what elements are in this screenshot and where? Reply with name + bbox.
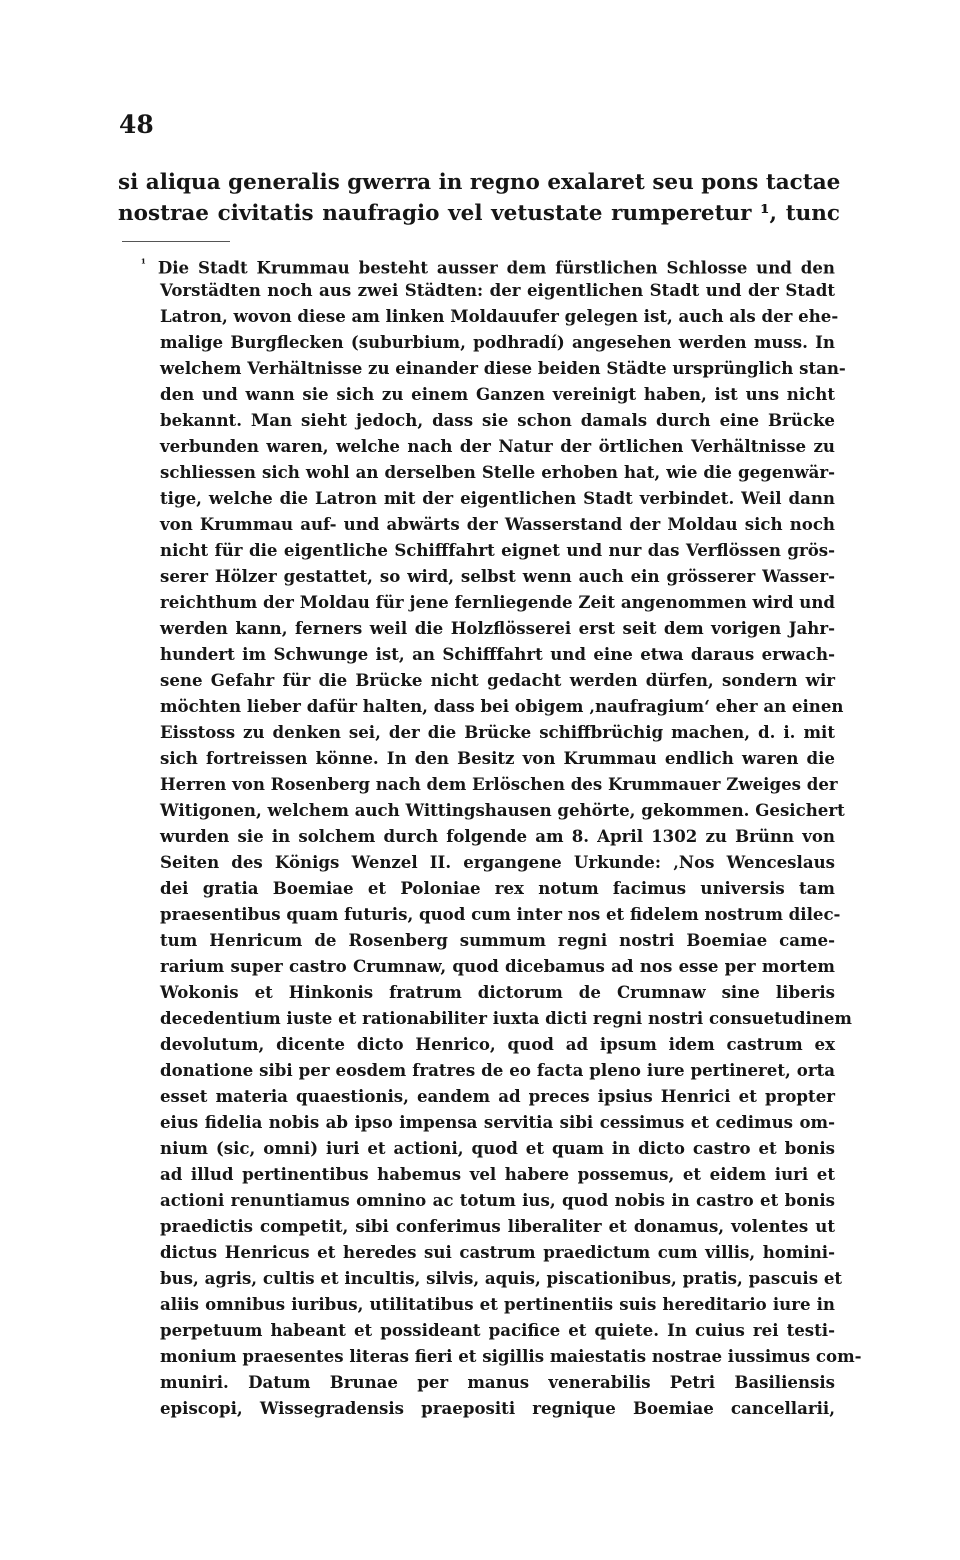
footnote-line: actioni renuntiamus omnino ac totum ius, quod nobis in castro et bonis: [160, 1190, 835, 1210]
footnote-line: bekannt. Man sieht jedoch, dass sie schon damals durch eine Brücke: [160, 410, 835, 430]
footnote-line: donatione sibi per eosdem fratres de eo facta pleno iure pertineret, orta: [160, 1060, 835, 1080]
footnote-line: den und wann sie sich zu einem Ganzen vereinigt haben, ist uns nicht: [160, 384, 835, 404]
footnote-line: Latron, wovon diese am linken Moldauufer gelegen ist, auch als der ehe-: [160, 306, 839, 326]
footnote-line: praesentibus quam futuris, quod cum inter nos et fidelem nostrum dilec-: [160, 904, 841, 924]
footnote-line: rarium super castro Crumnaw, quod dicebamus ad nos esse per mortem: [160, 956, 835, 976]
footnote-line: Wokonis et Hinkonis fratrum dictorum de Crumnaw sine liberis: [160, 982, 835, 1002]
main-text-line: nostrae civitatis naufragio vel vetustate rumperetur ¹, tunc: [118, 201, 840, 226]
footnote-line: ad illud pertinentibus habemus vel habere possemus, et eidem iuri et: [160, 1164, 835, 1184]
footnote-line: [141, 251, 835, 277]
footnote-line: nicht für die eigentliche Schifffahrt eignet und nur das Verflössen grös-: [160, 540, 835, 560]
footnote-line: praedictis competit, sibi conferimus liberaliter et donamus, volentes ut: [160, 1216, 835, 1236]
footnote-line: sich fortreissen könne. In den Besitz von Krummau endlich waren die: [160, 748, 835, 768]
main-text-line: si aliqua generalis gwerra in regno exalaret seu pons tactae: [118, 170, 841, 195]
footnote-line: muniri. Datum Brunae per manus venerabilis Petri Basiliensis: [160, 1372, 835, 1392]
footnote-line: Witigonen, welchem auch Wittingshausen gehörte, gekommen. Gesichert: [160, 800, 845, 820]
footnote-line: welchem Verhältnisse zu einander diese beiden Städte ursprünglich stan-: [160, 358, 846, 378]
footnote-line: wurden sie in solchem durch folgende am 8. April 1302 zu Brünn von: [160, 826, 835, 846]
footnote-line: dei gratia Boemiae et Poloniae rex notum facimus universis tam: [160, 878, 835, 898]
footnote-line-text: Die Stadt Krummau besteht ausser dem fürstlichen Schlosse und den: [157, 257, 835, 278]
footnote-line: malige Burgflecken (suburbium, podhradí) angesehen werden muss. In: [160, 332, 835, 352]
footnote-line: Seiten des Königs Wenzel II. ergangene Urkunde: ‚Nos Wenceslaus: [160, 852, 835, 872]
footnote-line: bus, agris, cultis et incultis, silvis, aquis, piscationibus, pratis, pascuis et: [160, 1268, 843, 1288]
footnote-rule: [122, 241, 230, 242]
footnote-line: perpetuum habeant et possideant pacifice et quiete. In cuius rei testi-: [160, 1320, 835, 1340]
footnote-marker: ¹: [141, 257, 146, 270]
footnote-line: decedentium iuste et rationabiliter iuxta dicti regni nostri consuetudinem: [160, 1008, 852, 1028]
footnote-line: reichthum der Moldau für jene fernliegende Zeit angenommen wird und: [160, 592, 835, 612]
footnote-line: devolutum, dicente dicto Henrico, quod ad ipsum idem castrum ex: [160, 1034, 835, 1054]
footnote-line: serer Hölzer gestattet, so wird, selbst wenn auch ein grösserer Wasser-: [160, 566, 835, 586]
footnote-line: tige, welche die Latron mit der eigentlichen Stadt verbindet. Weil dann: [160, 488, 835, 508]
footnote-line: schliessen sich wohl an derselben Stelle erhoben hat, wie die gegenwär-: [160, 462, 835, 482]
footnote-line: nium (sic, omni) iuri et actioni, quod et quam in dicto castro et bonis: [160, 1138, 835, 1158]
footnote-line: verbunden waren, welche nach der Natur der örtlichen Verhältnisse zu: [160, 436, 835, 456]
footnote-line: Herren von Rosenberg nach dem Erlöschen des Krummauer Zweiges der: [160, 774, 838, 794]
footnote-line: eius fidelia nobis ab ipso impensa servitia sibi cessimus et cedimus om-: [160, 1112, 835, 1132]
footnote-line: esset materia quaestionis, eandem ad preces ipsius Henrici et propter: [160, 1086, 835, 1106]
page-number: 48: [119, 110, 154, 139]
footnote-line: Vorstädten noch aus zwei Städten: der eigentlichen Stadt und der Stadt: [160, 280, 835, 300]
footnote-line: monium praesentes literas fieri et sigillis maiestatis nostrae iussimus com-: [160, 1346, 862, 1366]
footnote-line: sene Gefahr für die Brücke nicht gedacht werden dürfen, sondern wir: [160, 670, 835, 690]
footnote-line: tum Henricum de Rosenberg summum regni nostri Boemiae came-: [160, 930, 835, 950]
footnote-line: dictus Henricus et heredes sui castrum praedictum cum villis, homini-: [160, 1242, 835, 1262]
footnote-line: hundert im Schwunge ist, an Schifffahrt und eine etwa daraus erwach-: [160, 644, 835, 664]
footnote-line: episcopi, Wissegradensis praepositi regnique Boemiae cancellarii,: [160, 1398, 835, 1418]
footnote-line: werden kann, ferners weil die Holzflösserei erst seit dem vorigen Jahr-: [160, 618, 835, 638]
footnote-line: Eisstoss zu denken sei, der die Brücke schiffbrüchig machen, d. i. mit: [160, 722, 835, 742]
footnote-line: möchten lieber dafür halten, dass bei obigem ‚naufragium‘ eher an einen: [160, 696, 844, 716]
footnote-line: aliis omnibus iuribus, utilitatibus et pertinentiis suis hereditario iure in: [160, 1294, 835, 1314]
footnote-line: von Krummau auf- und abwärts der Wasserstand der Moldau sich noch: [160, 514, 835, 534]
